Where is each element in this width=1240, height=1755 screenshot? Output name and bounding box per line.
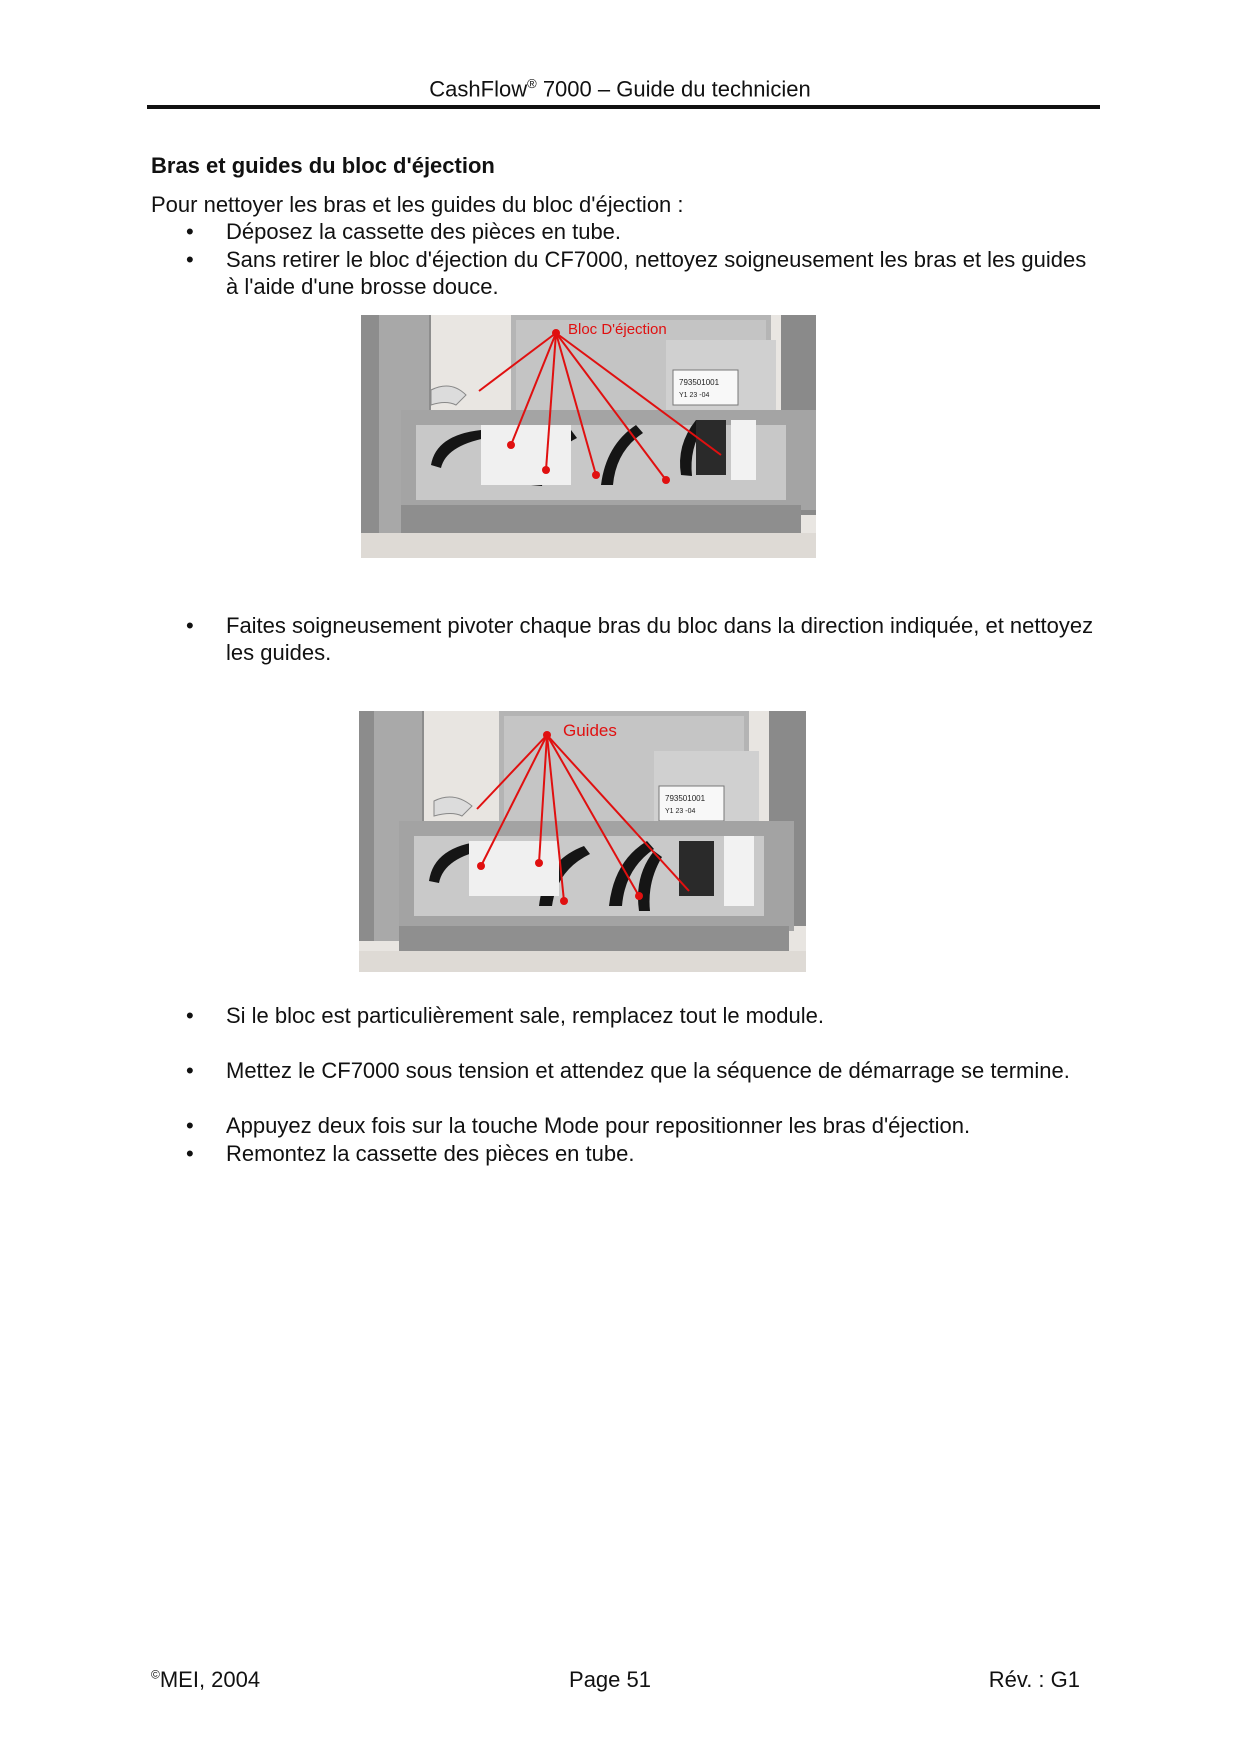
sticker-text: 793501001 bbox=[679, 378, 720, 387]
bullet-icon: • bbox=[186, 1113, 194, 1138]
list-item-text: Déposez la cassette des pièces en tube. bbox=[226, 219, 622, 244]
sticker-text: 793501001 bbox=[665, 794, 706, 803]
sticker-text: Y1 23 -04 bbox=[679, 392, 710, 399]
sticker-text: Y1 23 -04 bbox=[665, 808, 696, 815]
header-brand: CashFlow bbox=[429, 76, 528, 102]
bullet-icon: • bbox=[186, 219, 194, 244]
list-item-text: Sans retirer le bloc d'éjection du CF7000, nettoyez soigneusement les bras et les guides à l'aide d'une brosse douce. bbox=[226, 247, 1087, 299]
copyright-mark: © bbox=[151, 1667, 160, 1682]
footer-page-number: Page 51 bbox=[569, 1667, 651, 1692]
figure-label: Bloc D'éjection bbox=[568, 321, 667, 338]
figure-ejection-block bbox=[361, 315, 816, 558]
figure-guides bbox=[359, 711, 806, 972]
header-title-rest: 7000 – Guide du technicien bbox=[536, 76, 811, 102]
list-item-text: Remontez la cassette des pièces en tube. bbox=[226, 1141, 635, 1166]
copyright-text: MEI, 2004 bbox=[159, 1667, 261, 1692]
header-rule bbox=[147, 105, 1100, 109]
bullet-icon: • bbox=[186, 613, 194, 638]
footer-revision: Rév. : G1 bbox=[988, 1667, 1080, 1692]
list-item-text: Faites soigneusement pivoter chaque bras du bloc dans la direction indiquée, et nettoyez les guides. bbox=[226, 613, 1094, 665]
bullet-icon: • bbox=[186, 1058, 194, 1083]
list-item-text: Si le bloc est particulièrement sale, remplacez tout le module. bbox=[226, 1003, 824, 1028]
running-header bbox=[0, 76, 1240, 102]
bullet-icon: • bbox=[186, 247, 194, 272]
section-heading: Bras et guides du bloc d'éjection bbox=[151, 153, 495, 178]
list-item-text: Appuyez deux fois sur la touche Mode pour repositionner les bras d'éjection. bbox=[226, 1113, 971, 1138]
registered-mark: ® bbox=[527, 76, 537, 91]
figure-label: Guides bbox=[563, 721, 617, 740]
bullet-icon: • bbox=[186, 1141, 194, 1166]
intro-paragraph: Pour nettoyer les bras et les guides du bloc d'éjection : bbox=[151, 192, 684, 217]
ejection-block-photo bbox=[361, 315, 816, 558]
guides-photo bbox=[359, 711, 806, 972]
list-item-text: Mettez le CF7000 sous tension et attendez que la séquence de démarrage se termine. bbox=[226, 1058, 1070, 1083]
bullet-icon: • bbox=[186, 1003, 194, 1028]
